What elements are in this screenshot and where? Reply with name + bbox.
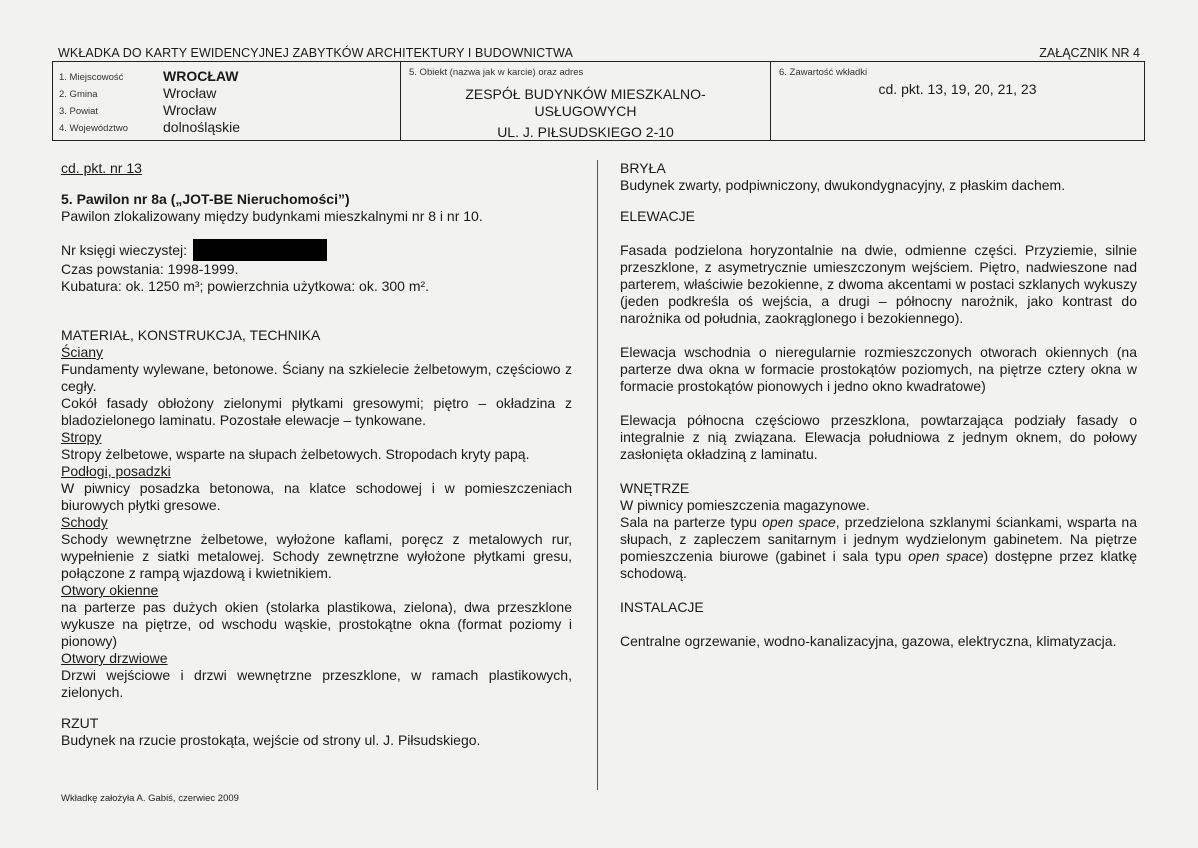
instalacje-heading: INSTALACJE xyxy=(620,599,704,615)
elewacje-text-2: Elewacja wschodnia o nieregularnie rozmieszczonych otworach okiennych (na parterze dwa okna w formacie prostokątów poziomych, na piętrze cztery okna w formacie prostokątów pionowych i jedno okno kwadratowe) xyxy=(620,344,1137,394)
gmina-value: Wrocław xyxy=(163,85,217,101)
rzut-text: Budynek na rzucie prostokąta, wejście od strony ul. J. Piłsudskiego. xyxy=(61,732,481,748)
wnetrze-2a: Sala na parterze typu xyxy=(620,514,763,530)
schody-text: Schody wewnętrzne żelbetowe, wyłożone kaflami, poręcz z metalowych rur, wypełnienie z siatki metalowej. Schody zewnętrzne wyłożone płytkami gresu, połączone z rampą wjazdową i kwietnikiem. xyxy=(61,531,572,581)
redaction-block xyxy=(193,239,327,261)
wnetrze-text-1: W piwnicy pomieszczenia magazynowe. xyxy=(620,497,870,513)
bryla-heading: BRYŁA xyxy=(620,160,666,176)
form-title: WKŁADKA DO KARTY EWIDENCYJNEJ ZABYTKÓW ARCHITEKTURY I BUDOWNICTWA xyxy=(58,46,573,60)
location-cell xyxy=(53,62,401,140)
powiat-value: Wrocław xyxy=(163,102,217,118)
object-address: UL. J. PIŁSUDSKIEGO 2-10 xyxy=(497,124,674,140)
podlogi-heading: Podłogi, posadzki xyxy=(61,463,171,479)
annex-number: ZAŁĄCZNIK NR 4 xyxy=(1039,46,1140,60)
wnetrze-text-2 xyxy=(620,514,1137,582)
instalacje-text: Centralne ogrzewanie, wodno-kanalizacyjna, gazowa, elektryczna, klimatyzacja. xyxy=(620,633,1117,649)
okna-heading: Otwory okienne xyxy=(61,582,159,598)
left-column xyxy=(61,160,572,749)
elewacje-heading: ELEWACJE xyxy=(620,208,695,224)
stropy-heading: Stropy xyxy=(61,429,102,445)
miejscowosc-value: WROCŁAW xyxy=(163,68,239,84)
wnetrze-2b: open space xyxy=(762,514,836,530)
schody-heading: Schody xyxy=(61,514,108,530)
elewacje-text-3: Elewacja północna częściowo przeszklona, powtarzająca podziały fasady o integralnie z nią związana. Elewacja południowa z jednym oknem, do połowy zasłonięta okładziną z laminatu. xyxy=(620,412,1137,462)
ksiega-label: Nr księgi wieczystej: xyxy=(61,242,188,258)
rzut-heading: RZUT xyxy=(61,715,99,731)
contents-label: 6. Zawartość wkładki xyxy=(779,67,868,78)
wnetrze-2d: open space xyxy=(908,548,984,564)
column-divider xyxy=(597,160,598,790)
object-name-line1: ZESPÓŁ BUDYNKÓW MIESZKALNO- xyxy=(465,86,706,102)
material-heading: MATERIAŁ, KONSTRUKCJA, TECHNIKA xyxy=(61,327,321,343)
wojewodztwo-value: dolnośląskie xyxy=(163,119,241,135)
intro-text: Pawilon zlokalizowany między budynkami mieszkalnymi nr 8 i nr 10. xyxy=(61,208,483,224)
section-title: 5. Pawilon nr 8a („JOT-BE Nieruchomości”) xyxy=(61,191,350,207)
gmina-label: 2. Gmina xyxy=(59,89,98,100)
czas-powstania: Czas powstania: 1998-1999. xyxy=(61,261,239,277)
miejscowosc-label: 1. Miejscowość xyxy=(59,72,124,83)
right-column xyxy=(620,160,1137,650)
powiat-label: 3. Powiat xyxy=(59,106,99,117)
sciany-heading: Ściany xyxy=(61,344,104,360)
stropy-text: Stropy żelbetowe, wsparte na słupach żelbetowych. Stropodach kryty papą. xyxy=(61,446,530,462)
continuation-ref: cd. pkt. nr 13 xyxy=(61,160,142,176)
object-name-line2: USŁUGOWYCH xyxy=(534,103,637,119)
bryla-text: Budynek zwarty, podpiwniczony, dwukondygnacyjny, z płaskim dachem. xyxy=(620,177,1066,193)
sciany-text-1: Fundamenty wylewane, betonowe. Ściany na szkielecie żelbetowym, częściowo z cegły. xyxy=(61,361,572,394)
wnetrze-heading: WNĘTRZE xyxy=(620,480,690,496)
object-cell xyxy=(401,62,771,140)
wnetrze-2e: ) dostępne przez klatkę schodową. xyxy=(620,548,1137,581)
object-label: 5. Obiekt (nazwa jak w karcie) oraz adres xyxy=(409,67,584,78)
ksiega-line xyxy=(61,239,572,261)
sciany-text-2: Cokół fasady obłożony zielonymi płytkami gresowymi; piętro – okładzina z bladozielonego laminatu. Pozostałe elewacje – tynkowane. xyxy=(61,395,572,428)
drzwi-text: Drzwi wejściowe i drzwi wewnętrzne przeszklone, w ramach plastikowych, zielonych. xyxy=(61,667,572,700)
kubatura: Kubatura: ok. 1250 m³; powierzchnia użytkowa: ok. 300 m². xyxy=(61,278,430,294)
contents-cell xyxy=(771,62,1144,140)
elewacje-text-1: Fasada podzielona horyzontalnie na dwie, odmienne części. Przyziemie, silnie przeszklone, z asymetrycznie umieszczonym wejściem. Piętro, nadwieszone nad parterem, właściwie bezokienne, z dwoma akcentami w postaci szklanych wykuszy (jeden podkreśla oś wejścia, a drugi – północny narożnik, jako kontrast do narożnika od południa, zaokrąglonego i bezokiennego). xyxy=(620,242,1137,326)
drzwi-heading: Otwory drzwiowe xyxy=(61,650,168,666)
wojewodztwo-label: 4. Województwo xyxy=(59,123,128,134)
author-footer: Wkładkę założyła A. Gabiś, czerwiec 2009 xyxy=(61,793,239,804)
wnetrze-2c: , przedzielona szklanymi ściankami, wsparta na słupach, z zapleczem sanitarnym i jednym wydzielonym gabinetem. Na piętrze pomieszczenia biurowe (gabinet i sala typu xyxy=(620,514,1137,564)
okna-text: na parterze pas dużych okien (stolarka plastikowa, zielona), dwa przeszklone wykusze na piętrze, od wschodu wąskie, prostokątne okna (format poziomy i pionowy) xyxy=(61,599,572,649)
contents-value: cd. pkt. 13, 19, 20, 21, 23 xyxy=(878,81,1037,97)
podlogi-text: W piwnicy posadzka betonowa, na klatce schodowej i w pomieszczeniach biurowych płytki gresowe. xyxy=(61,480,572,513)
header-table xyxy=(52,61,1145,141)
